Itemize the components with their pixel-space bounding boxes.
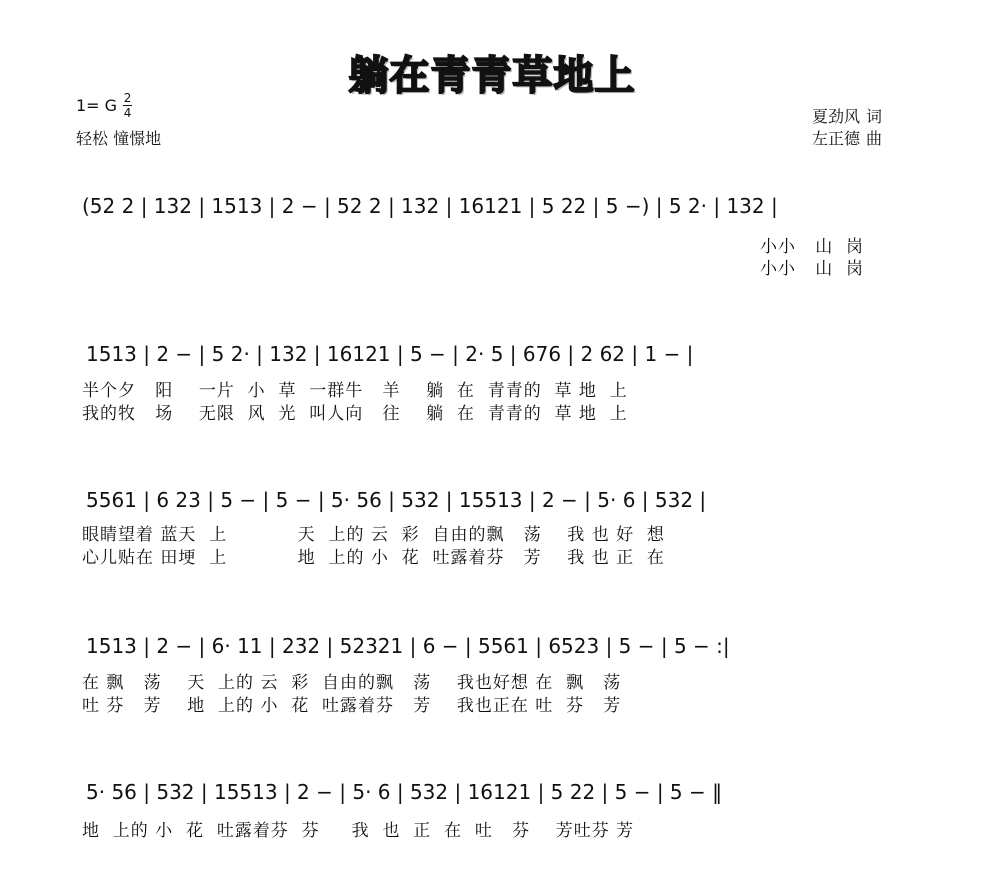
- lyricist-name: 夏劲风: [812, 107, 861, 126]
- notes: 1513 | 2 − | 6· 11 | 232 | 52321 | 6 − | 5561 | 6523 | 5 − | 5 − :|: [86, 634, 730, 658]
- notes: 5561 | 6 23 | 5 − | 5 − | 5· 56 | 532 | 15513 | 2 − | 5· 6 | 532 |: [86, 488, 707, 512]
- time-denominator: 4: [123, 106, 132, 120]
- lyric-line-1: 眼睛望着 蓝天 上 天 上的 云 彩 自由的飘 荡 我 也 好 想: [82, 525, 665, 545]
- tempo-marking: 轻松 憧憬地: [76, 129, 162, 148]
- notes: 1513 | 2 − | 5 2· | 132 | 16121 | 5 − | 2· 5 | 676 | 2 62 | 1 − |: [86, 342, 694, 366]
- composer-name: 左正德: [812, 129, 861, 148]
- lyric-line-1: 半个夕 阳 一片 小 草 一群牛 羊 躺 在 青青的 草 地 上: [82, 381, 628, 401]
- lyric-line-1: 地 上的 小 花 吐露着芬 芬 我 也 正 在 吐 芬 芳吐芬 芳: [82, 821, 635, 841]
- composer-role: 曲: [866, 129, 883, 148]
- composer-credit: [812, 126, 888, 149]
- lyricist-credit: [812, 104, 888, 127]
- lyric-line-2: 心儿贴在 田埂 上 地 上的 小 花 吐露着芬 芳 我 也 正 在: [82, 548, 665, 568]
- time-signature: [123, 92, 132, 119]
- lyric-line-1: 在 飘 荡 天 上的 云 彩 自由的飘 荡 我也好想 在 飘 荡: [82, 673, 622, 693]
- lyric-line-2: 小小 山 岗: [760, 259, 865, 279]
- song-title: 躺在青青草地上: [348, 53, 636, 99]
- lyric-line-2: 吐 芬 芳 地 上的 小 花 吐露着芬 芳 我也正在 吐 芬 芳: [82, 696, 622, 716]
- key-signature: [76, 92, 132, 119]
- lyric-line-2: 我的牧 场 无限 风 光 叫人向 往 躺 在 青青的 草 地 上: [82, 404, 628, 424]
- time-numerator: 2: [123, 91, 132, 105]
- lyric-line-1: 小小 山 岗: [760, 237, 865, 257]
- lyricist-role: 词: [866, 107, 883, 126]
- notes: 5· 56 | 532 | 15513 | 2 − | 5· 6 | 532 | 16121 | 5 22 | 5 − | 5 − ‖: [86, 780, 723, 804]
- notes: (52 2 | 132 | 1513 | 2 − | 52 2 | 132 | 16121 | 5 22 | 5 −) | 5 2· | 132 |: [82, 194, 778, 218]
- key-label: 1= G: [76, 96, 118, 115]
